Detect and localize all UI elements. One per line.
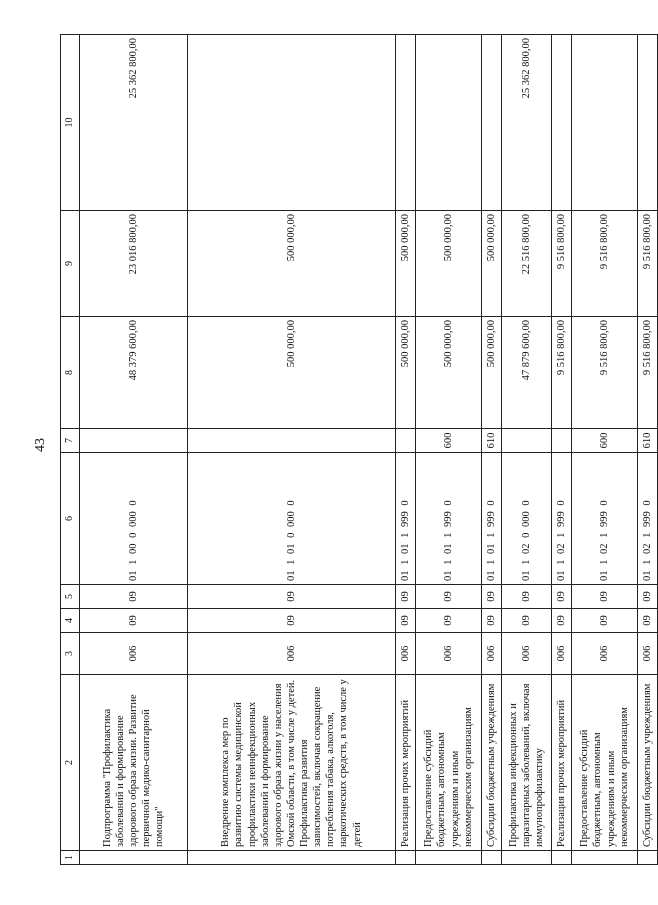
table-row <box>502 35 552 865</box>
cell-sum9: 500 000,00 <box>188 211 396 317</box>
cell-pr: 09 <box>502 585 552 609</box>
cell-code: 006 <box>552 633 572 675</box>
cell-index <box>416 851 482 865</box>
cell-index <box>552 851 572 865</box>
cell-pr: 09 <box>416 585 482 609</box>
cell-rz: 09 <box>552 609 572 633</box>
cell-rz: 09 <box>80 609 188 633</box>
cell-rz: 09 <box>502 609 552 633</box>
cell-sum9: 9 516 800,00 <box>552 211 572 317</box>
cell-vr: 600 <box>416 429 482 453</box>
cell-sum10 <box>482 35 502 211</box>
column-header: 7 <box>61 429 80 453</box>
cell-code: 006 <box>416 633 482 675</box>
table-row <box>80 35 188 865</box>
cell-csr: 01 1 01 0 000 0 <box>188 453 396 585</box>
cell-name: Реализация прочих мероприятий <box>552 675 572 851</box>
cell-sum10 <box>396 35 416 211</box>
cell-sum10: 25 362 800,00 <box>502 35 552 211</box>
cell-name: Субсидии бюджетным учреждениям <box>482 675 502 851</box>
cell-sum9: 9 516 800,00 <box>572 211 638 317</box>
column-header: 5 <box>61 585 80 609</box>
cell-code: 006 <box>396 633 416 675</box>
cell-code: 006 <box>188 633 396 675</box>
cell-sum8: 47 879 600,00 <box>502 317 552 429</box>
cell-index <box>80 851 188 865</box>
cell-code: 006 <box>502 633 552 675</box>
cell-index <box>482 851 502 865</box>
cell-sum8: 48 379 600,00 <box>80 317 188 429</box>
cell-sum10: 25 362 800,00 <box>80 35 188 211</box>
cell-sum10 <box>572 35 638 211</box>
cell-rz: 09 <box>188 609 396 633</box>
cell-rz: 09 <box>572 609 638 633</box>
column-header: 2 <box>61 675 80 851</box>
cell-csr: 01 1 02 1 999 0 <box>572 453 638 585</box>
cell-rz: 09 <box>416 609 482 633</box>
cell-sum9: 23 016 800,00 <box>80 211 188 317</box>
cell-rz: 09 <box>638 609 658 633</box>
cell-index <box>572 851 638 865</box>
cell-sum8: 9 516 800,00 <box>572 317 638 429</box>
cell-rz: 09 <box>482 609 502 633</box>
cell-name: Предоставление субсидий бюджетным, автономным учреждениям и иным некоммерческим организациям <box>416 675 482 851</box>
cell-sum10 <box>188 35 396 211</box>
cell-csr: 01 1 02 0 000 0 <box>502 453 552 585</box>
cell-name: Профилактика инфекционных и паразитарных заболеваний, включая иммунопрофилактику <box>502 675 552 851</box>
cell-sum9: 9 516 800,00 <box>638 211 658 317</box>
cell-sum8: 500 000,00 <box>188 317 396 429</box>
budget-table <box>60 34 658 865</box>
cell-csr: 01 1 02 1 999 0 <box>552 453 572 585</box>
table-body <box>61 35 658 865</box>
cell-vr: 600 <box>572 429 638 453</box>
cell-sum9: 500 000,00 <box>396 211 416 317</box>
cell-csr: 01 1 01 1 999 0 <box>482 453 502 585</box>
table-row <box>416 35 482 865</box>
cell-pr: 09 <box>396 585 416 609</box>
cell-vr <box>396 429 416 453</box>
cell-pr: 09 <box>572 585 638 609</box>
cell-index <box>188 851 396 865</box>
cell-sum8: 500 000,00 <box>416 317 482 429</box>
cell-name: Субсидии бюджетным учреждениям <box>638 675 658 851</box>
cell-code: 006 <box>482 633 502 675</box>
cell-vr <box>80 429 188 453</box>
table-row <box>396 35 416 865</box>
table-row <box>638 35 658 865</box>
cell-rz: 09 <box>396 609 416 633</box>
cell-sum8: 500 000,00 <box>482 317 502 429</box>
cell-pr: 09 <box>638 585 658 609</box>
cell-name: Внедрение комплекса мер по развитию системы медицинской профилактики неинфекционных заболеваний и формирование здорового образа жизни у населения Омской области, в том числе у детей. Профилактика развития зависимостей, включая сокращение потребления табака, алкоголя, наркотических средств, в том числе у детей <box>188 675 396 851</box>
cell-sum9: 500 000,00 <box>482 211 502 317</box>
cell-name: Реализация прочих мероприятий <box>396 675 416 851</box>
column-header: 9 <box>61 211 80 317</box>
cell-sum10 <box>638 35 658 211</box>
column-header: 4 <box>61 609 80 633</box>
cell-index <box>638 851 658 865</box>
cell-index <box>502 851 552 865</box>
cell-pr: 09 <box>482 585 502 609</box>
cell-csr: 01 1 00 0 000 0 <box>80 453 188 585</box>
cell-sum10 <box>552 35 572 211</box>
cell-pr: 09 <box>552 585 572 609</box>
cell-sum8: 9 516 800,00 <box>552 317 572 429</box>
rotated-table-container <box>60 35 653 865</box>
cell-sum8: 500 000,00 <box>396 317 416 429</box>
cell-vr: 610 <box>638 429 658 453</box>
cell-code: 006 <box>80 633 188 675</box>
table-row <box>572 35 638 865</box>
table-row <box>188 35 396 865</box>
cell-csr: 01 1 01 1 999 0 <box>416 453 482 585</box>
cell-index <box>396 851 416 865</box>
column-header: 1 <box>61 851 80 865</box>
header-row <box>61 35 80 865</box>
table-row <box>552 35 572 865</box>
cell-vr: 610 <box>482 429 502 453</box>
cell-sum8: 9 516 800,00 <box>638 317 658 429</box>
cell-csr: 01 1 02 1 999 0 <box>638 453 658 585</box>
cell-name: Предоставление субсидий бюджетным, автономным учреждениям и иным некоммерческим организациям <box>572 675 638 851</box>
cell-sum9: 22 516 800,00 <box>502 211 552 317</box>
column-header: 8 <box>61 317 80 429</box>
cell-vr <box>188 429 396 453</box>
page-number: 43 <box>33 438 48 452</box>
cell-vr <box>552 429 572 453</box>
cell-csr: 01 1 01 1 999 0 <box>396 453 416 585</box>
cell-code: 006 <box>572 633 638 675</box>
cell-sum9: 500 000,00 <box>416 211 482 317</box>
cell-code: 006 <box>638 633 658 675</box>
table-row <box>482 35 502 865</box>
cell-pr: 09 <box>188 585 396 609</box>
cell-vr <box>502 429 552 453</box>
cell-sum10 <box>416 35 482 211</box>
column-header: 10 <box>61 35 80 211</box>
cell-name: Подпрограмма "Профилактика заболеваний и формирование здорового образа жизни. Развитие первичной медико-санитарной помощи" <box>80 675 188 851</box>
cell-pr: 09 <box>80 585 188 609</box>
column-header: 3 <box>61 633 80 675</box>
column-header: 6 <box>61 453 80 585</box>
